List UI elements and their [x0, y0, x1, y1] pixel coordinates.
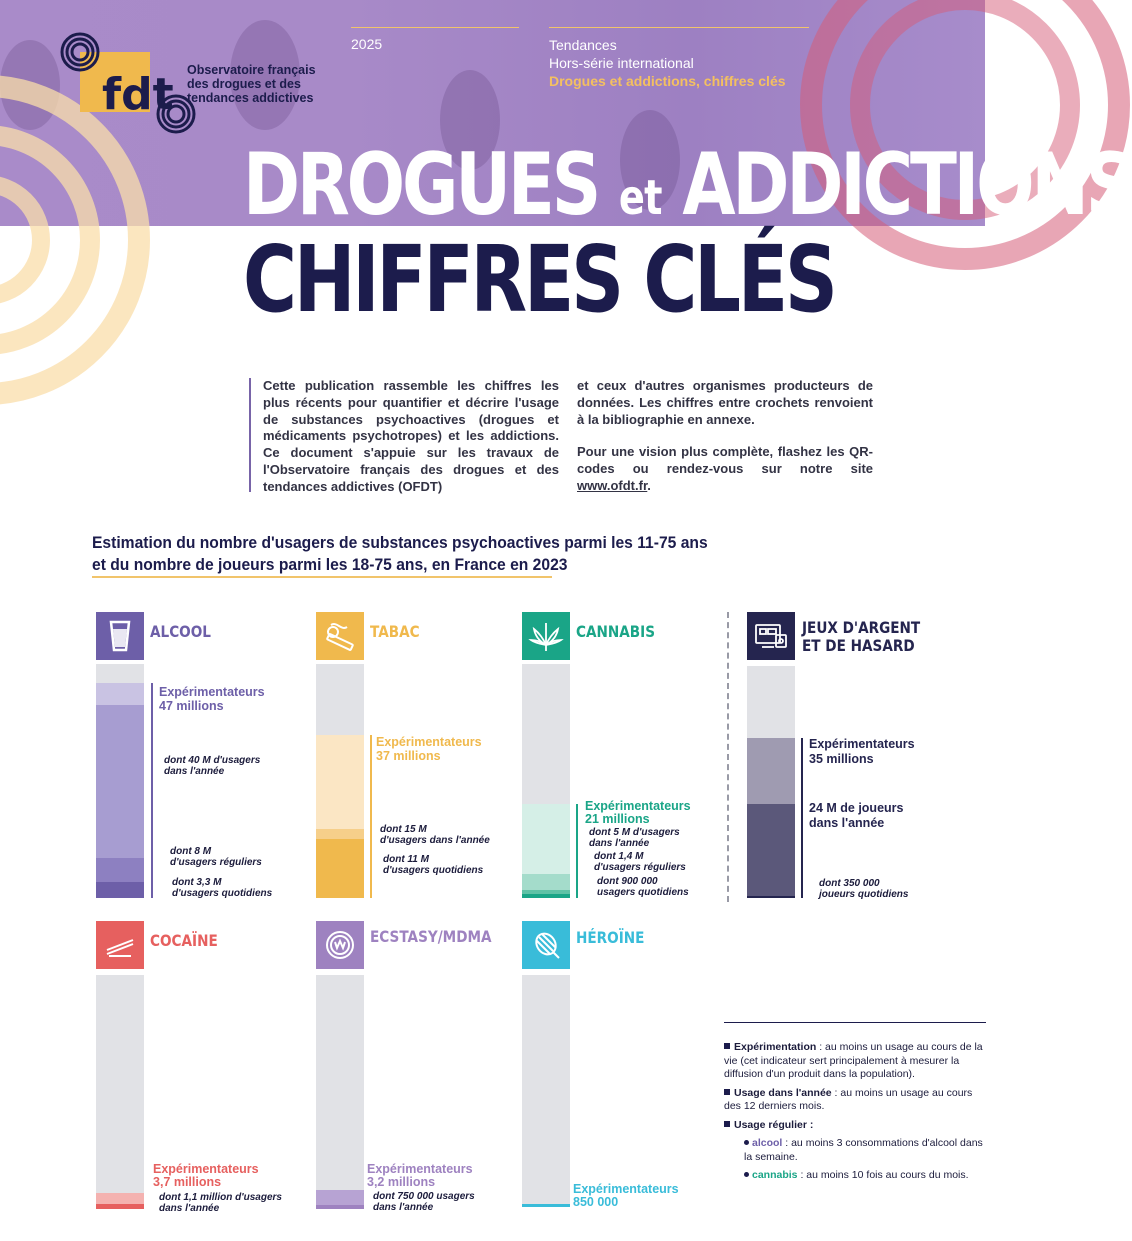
- gambling-screen-icon: [754, 621, 788, 651]
- glass-icon: [105, 619, 135, 653]
- jeux-title: [802, 619, 920, 655]
- legend-term: Usage dans l'année: [734, 1086, 832, 1099]
- cannabis-bracket-line: [576, 804, 578, 898]
- jeux-title-line: ET DE HASARD: [802, 636, 915, 655]
- header-rule: [549, 27, 809, 28]
- tabac-title: TABAC: [370, 622, 420, 641]
- tabac-bar: [316, 664, 364, 898]
- heroine-exp-label: [573, 1183, 679, 1209]
- legend-term: Expérimentation: [734, 1041, 817, 1053]
- legend-term: Usage régulier :: [734, 1118, 814, 1131]
- legend-term-cannabis: cannabis: [752, 1169, 798, 1181]
- ecstasy-title: ECSTASY/MDMA: [370, 927, 492, 946]
- ofdt-website-link[interactable]: www.ofdt.fr: [577, 477, 648, 493]
- tabac-annee-label: dont 15 M d'usagers dans l'année: [380, 824, 490, 846]
- legend-subitem: [724, 1169, 986, 1183]
- page-title-line2: CHIFFRES CLÉS: [243, 226, 835, 333]
- bullet-square: [724, 1121, 730, 1127]
- legend-subitem: [724, 1137, 986, 1164]
- jeux-annee-label: 24 M de joueurs dans l'année: [809, 801, 904, 830]
- tabac-exp-label: [376, 735, 482, 763]
- legend-definition: : au moins 10 fois au cours du mois.: [797, 1169, 969, 1181]
- ecstasy-segment-annee: [316, 1205, 364, 1209]
- heroine-segment-experimentateurs: [522, 1204, 570, 1207]
- intro-paragraph: et ceux d'autres organismes producteurs de données. Les chiffres entre crochets renvoient à la bibliographie en annexe.: [577, 378, 873, 427]
- alcool-exp-label: [159, 685, 265, 713]
- cannabis-leaf-icon: [529, 619, 563, 653]
- legend-definition: : au moins 3 consommations d'alcool dans la semaine.: [744, 1137, 983, 1163]
- alcool-quotidiens-label: dont 3,3 M d'usagers quotidiens: [172, 877, 273, 899]
- exp-value: 21 millions: [585, 812, 650, 826]
- title-word: ADDICTIONS: [682, 135, 1132, 235]
- publication-year: 2025: [351, 36, 383, 52]
- heroine-icon-box: [522, 921, 570, 969]
- bullet-square: [724, 1089, 730, 1095]
- bullet-dot: [744, 1140, 749, 1145]
- legend-definition: : au moins un usage au cours des 12 derniers mois.: [724, 1086, 973, 1112]
- intro-text: .: [647, 477, 651, 493]
- cocaine-icon-box: [96, 921, 144, 969]
- exp-value: 3,7 millions: [153, 1175, 222, 1189]
- exp-label-text: Expérimentateurs: [573, 1182, 679, 1196]
- cocaine-line-icon: [103, 930, 137, 960]
- title-word: DROGUES: [243, 135, 599, 235]
- section-title-line: et du nombre de joueurs parmi les 18-75 ans, en France en 2023: [92, 555, 568, 574]
- section-title-underline: [92, 576, 552, 578]
- cannabis-reguliers-label: dont 1,4 M d'usagers réguliers: [594, 851, 686, 873]
- intro-paragraph: Cette publication rassemble les chiffres les plus récents pour quantifier et décrire l'usage de substances psychoactives (drogues et médicaments psychotropes) et les addictions. Ce document s'appuie sur les travaux de l'Observatoire français des drogues et des tendances addictives (OFDT): [263, 378, 559, 494]
- tabac-bracket-line: [370, 735, 372, 898]
- exp-label-text: Expérimentateurs: [376, 735, 482, 749]
- jeux-bracket-line: [801, 738, 803, 898]
- issue-name: Drogues et addictions, chiffres clés: [549, 73, 786, 89]
- exp-value: 3,2 millions: [367, 1175, 436, 1189]
- alcool-bar: [96, 664, 144, 898]
- section-title: [92, 532, 708, 576]
- intro-left-column: [263, 378, 559, 496]
- cannabis-annee-label: dont 5 M d'usagers dans l'année: [589, 827, 680, 849]
- cocaine-segment-annee: [96, 1204, 144, 1209]
- definitions-legend: [724, 1022, 986, 1188]
- header-rule: [351, 27, 519, 28]
- alcool-segment-quotidiens: [96, 882, 144, 898]
- jeux-segment-quotidiens: [747, 896, 795, 898]
- jeux-segment-annee: [747, 804, 795, 898]
- intro-text: Pour une vision plus complète, flashez les QR-codes ou rendez-vous sur notre site: [577, 444, 873, 477]
- ofdt-logo: [58, 34, 198, 134]
- legend-item: [724, 1087, 986, 1114]
- exp-value: 35 millions: [809, 752, 874, 766]
- series-name: Tendances: [549, 37, 617, 53]
- alcool-icon-box: [96, 612, 144, 660]
- cannabis-icon-box: [522, 612, 570, 660]
- alcool-annee-label: dont 40 M d'usagers dans l'année: [164, 755, 261, 777]
- pill-icon: [323, 928, 357, 962]
- cannabis-exp-label: [585, 800, 691, 826]
- ecstasy-annee-label: dont 750 000 usagers dans l'année: [373, 1191, 475, 1213]
- jeux-quotidiens-label: dont 350 000 joueurs quotidiens: [819, 878, 909, 900]
- jeux-icon-box: [747, 612, 795, 660]
- exp-label-text: Expérimentateurs: [585, 799, 691, 813]
- intro-right-column: [577, 378, 873, 495]
- jeux-exp-label: [809, 737, 915, 767]
- cannabis-title: CANNABIS: [576, 622, 656, 641]
- cigarette-icon: [323, 619, 357, 653]
- svg-text:fdt: fdt: [102, 69, 174, 120]
- cocaine-exp-label: [153, 1163, 259, 1189]
- bullet-square: [724, 1043, 730, 1049]
- poppy-icon: [529, 928, 563, 962]
- legend-term-alcool: alcool: [752, 1137, 783, 1149]
- bullet-dot: [744, 1172, 749, 1177]
- cocaine-title: COCAÏNE: [150, 931, 218, 950]
- column-separator: [727, 612, 729, 902]
- title-word: et: [618, 170, 662, 226]
- exp-label-text: Expérimentateurs: [153, 1162, 259, 1176]
- legend-item: [724, 1119, 986, 1133]
- section-title-line: Estimation du nombre d'usagers de substances psychoactives parmi les 11-75 ans: [92, 533, 708, 552]
- exp-label-text: Expérimentateurs: [159, 685, 265, 699]
- org-name: Observatoire français des drogues et des tendances addictives: [187, 63, 316, 105]
- cannabis-segment-quotidiens: [522, 894, 570, 898]
- heroine-title: HÉROÏNE: [576, 928, 645, 947]
- intro-accent-bar: [249, 378, 251, 492]
- alcool-title: ALCOOL: [150, 622, 211, 641]
- exp-label-text: Expérimentateurs: [367, 1162, 473, 1176]
- publication-series: [549, 36, 786, 90]
- exp-value: 47 millions: [159, 699, 224, 713]
- exp-value: 37 millions: [376, 749, 441, 763]
- legend-definition: : au moins un usage au cours de la vie (cet indicateur sert principalement à mesurer la diffusion d'un produit dans la population).: [724, 1041, 983, 1080]
- cannabis-quotidiens-label: dont 900 000 usagers quotidiens: [597, 876, 689, 898]
- intro-paragraph: [577, 444, 873, 494]
- exp-label-text: Expérimentateurs: [809, 737, 915, 751]
- cocaine-bar: [96, 975, 144, 1209]
- cocaine-annee-label: dont 1,1 million d'usagers dans l'année: [159, 1192, 282, 1214]
- jeux-bar: [747, 666, 795, 898]
- tabac-icon-box: [316, 612, 364, 660]
- tabac-segment-quotidiens: [316, 839, 364, 898]
- tabac-quotidiens-label: dont 11 M d'usagers quotidiens: [383, 854, 484, 876]
- ecstasy-exp-label: [367, 1163, 473, 1189]
- alcool-bracket-line: [151, 683, 153, 898]
- legend-item: [724, 1041, 986, 1082]
- ecstasy-icon-box: [316, 921, 364, 969]
- ecstasy-bar: [316, 975, 364, 1209]
- subseries-name: Hors-série international: [549, 55, 694, 71]
- heroine-bar: [522, 975, 570, 1207]
- exp-value: 850 000: [573, 1195, 619, 1209]
- alcool-reguliers-label: dont 8 M d'usagers réguliers: [170, 846, 262, 868]
- cannabis-bar: [522, 664, 570, 898]
- jeux-title-line: JEUX D'ARGENT: [802, 618, 921, 637]
